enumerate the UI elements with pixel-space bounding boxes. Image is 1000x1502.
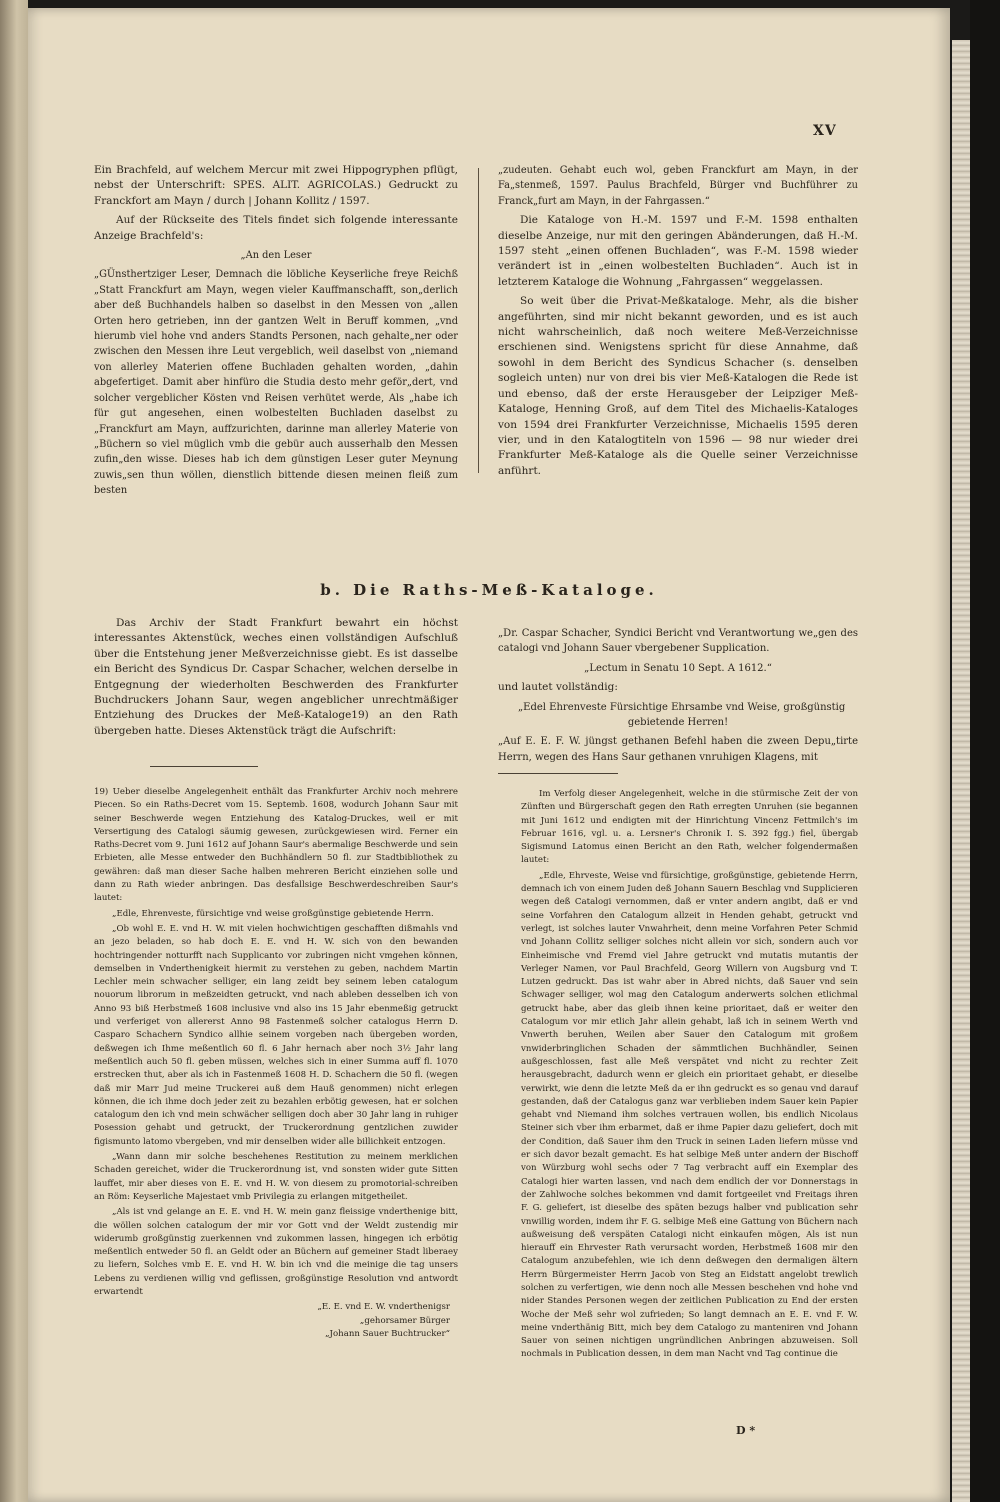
middle-left-column bbox=[94, 616, 458, 743]
column-divider bbox=[478, 168, 479, 473]
footnote-quote: „Als ist vnd gelange an E. E. vnd H. W. mein ganz fleissige vnderthenige bitt, die wöllen solchen catalogum der mir vor Gott vnd der Weldt zustendig mir widerumb großgünstig zuerkennen vnd zukommen lassen, hingegen ich erbötig meßentlich entweder 50 fl. an Geldt oder an Büchern auf gemeiner Stadt liberaey zu liefern, Solches vmb E. E. vnd H. W. bin ich vnd die meinige die tag unsers Lebens zu verdienen willig vnd geflissen, großgünstige Resolution vnd antwordt erwartendt bbox=[94, 1207, 458, 1297]
signature-mark: D * bbox=[736, 1424, 756, 1437]
footnote-quote: „Wann dann mir solche beschehenes Restitution zu meinem merklichen Schaden gereichet, wider die Truckerordnung ist, vnd sonsten wider gute Sitten lauffet, mir aber dieses von E. E. vnd H. W. von diesem zu promotorial-schreiben an Röm: Keyserliche Majestaet vmb Privilegia zu erlangen mitgetheilet. bbox=[94, 1152, 458, 1202]
background-edge bbox=[970, 0, 1000, 1502]
quote-paragraph: „Auf E. E. F. W. jüngst gethanen Befehl haben die zween Depu„tirte Herrn, wegen des Hans Saur gethanen vnruhigen Klagens, mit bbox=[498, 736, 858, 763]
footnote-signature-line: „Johann Sauer Buchtrucker“ bbox=[325, 1328, 450, 1339]
top-left-column bbox=[94, 163, 458, 503]
previous-page-edge bbox=[0, 0, 28, 1502]
page-edge-strip bbox=[952, 40, 970, 1502]
quote-paragraph: „GÜnsthertziger Leser, Demnach die löbliche Keyserliche freye Reichß „Statt Franckfurt am Mayn, wegen vieler Kauffmanschafft, son„derlich aber deß Buchhandels halben so daselbst in den Messen von „allen Orten hero getrieben, inn der gantzen Welt in Beruff kommen, „vnd hierumb viel hohe vnd anders Standts Personen, nach gehalte„ner oder zwischen den Messen ihre Leut vergeblich, weil daselbst von „niemand von allerley Materien offene Buchladen gehalten worden, „dahin abgefertiget. Damit aber hinfüro die Studia desto mehr geför„dert, vnd solcher vergeblicher Kösten vnd Reisen verhütet werde, Als „habe ich für gut angesehen, einen wolbestelten Buchladen daselbst zu „Franckfurt am Mayn, auffzurichten, darinne man allerley Materie von „Büchern so viel müglich vmb die gebür auch ausserhalb den Messen zufin„den wisse. Dieses hab ich dem günstigen Leser guter Meynung zuwis„sen thun wöllen, dienstlich bittende diesen meinen fleiß zum besten bbox=[94, 269, 458, 497]
paragraph: Die Kataloge von H.-M. 1597 und F.-M. 1598 enthalten dieselbe Anzeige, nur mit den geringen Abänderungen, daß H.-M. 1597 steht „einen offenen Buchladen“, was F.-M. 1598 wieder verändert ist in „einen wolbestelten Buchladen“. Auch ist in letzterem Kataloge die Wohnung „Fahrgassen“ weggelassen. bbox=[498, 214, 858, 288]
footnote-rule bbox=[498, 773, 618, 774]
footnote-right bbox=[521, 788, 858, 1364]
quote-paragraph: „zudeuten. Gehabt euch wol, geben Franckfurt am Mayn, in der Fa„stenmeß, 1597. Paulus Brachfeld, Bürger vnd Buchführer zu Franck„furt am Mayn, in der Fahrgassen.“ bbox=[498, 165, 858, 207]
top-right-column bbox=[498, 163, 858, 483]
footnote-signature-line: „gehorsamer Bürger bbox=[359, 1315, 450, 1326]
middle-right-column bbox=[498, 626, 858, 769]
paragraph: Das Archiv der Stadt Frankfurt bewahrt ein höchst interessantes Aktenstück, weches einen vollständigen Aufschluß über die Entstehung jener Meßverzeichnisse giebt. Es ist dasselbe ein Bericht des Syndicus Dr. Caspar Schacher, welchen derselbe in Entgegnung der wiederholten Beschwerden des Frankfurter Buchdruckers Johann Saur, wegen angeblicher unrechtmäßiger Entziehung des Druckes der Meß-Kataloge19) an den Rath übergeben hatte. Dieses Aktenstück trägt die Aufschrift: bbox=[94, 617, 458, 737]
paragraph: Auf der Rückseite des Titels findet sich folgende interessante Anzeige Brachfeld's: bbox=[94, 214, 458, 242]
footnote-quote: „Ob wohl E. E. vnd H. W. mit vielen hochwichtigen geschafften dißmahls vnd an jezo beladen, so hab doch E. E. vnd H. W. sich von den bewanden hochtringender notturfft nach Supplicanto vor zubringen nicht vmgehen können, demselben in Vnderthenigkeit hiermit zu verstehen zu geben, nachdem Martin Lechler mein schwacher selliger, ein lang zeidt bey seinem leben catalogum nouorum librorum in meßzeidten getruckt, vnd nach ableben desselben ich von Anno 93 biß Herbstmeß 1608 inclusive vnd also ins 15 Jahr ebenmeßig getruckt und verferiget von allererst Anno 98 Fastenmeß solcher catalogus Herrn D. Casparo Schachern Syndico allhie seinem vorgeben nach übergeben worden, deßwegen ich Ihme meßentlich 60 fl. 6 Jahr hernach aber noch 3½ Jahr lang meßentlich auch 50 fl. geben müssen, welches sich in einer Summa auff fl. 1070 erstrecken thut, aber als ich in Fastenmeß 1608 H. D. Schachern die 50 fl. (wegen daß mir Marr Jud meine Truckerei auß dem Hauß genommen) nicht erlegen können, die ich ihme doch jeder zeit zu bezahlen erbötig gewesen, hat er solchen catalogum den ich vnd mein schwächer selligen doch aber 30 Jahr lang in ruhiger Posession gehabt und getruckt, der Truckerordnung gentzlichen zuwider figismunto latomo vbergeben, vnd mir denselben wider alle billichkeit entzogen. bbox=[94, 923, 458, 1147]
paragraph: und lautet vollständig: bbox=[498, 681, 618, 694]
document-title: „Dr. Caspar Schacher, Syndici Bericht vnd Verantwortung we„gen des catalogi vnd Johann Sauer vbergebener Supplication. bbox=[498, 628, 858, 655]
book-page bbox=[28, 8, 950, 1502]
document-date: „Lectum in Senatu 10 Sept. A 1612.“ bbox=[584, 662, 772, 674]
page-number: XV bbox=[813, 123, 837, 139]
salutation-continued: gebietende Herren! bbox=[627, 717, 729, 729]
footnote-paragraph: Im Verfolg dieser Angelegenheit, welche in die stürmische Zeit der von Zünften und Bürgerschaft gegen den Rath erregten Unruhen (sie begannen mit Juni 1612 und endigten mit der Hinrichtung Vincenz Fettmilch's im Februar 1616, vgl. u. a. Lersner's Chronik I. S. 392 fgg.) fiel, übergab Sigismund Latomus einen Bericht an den Rath, welcher folgendermaßen lautet: bbox=[521, 789, 858, 866]
paragraph: So weit über die Privat-Meßkataloge. Mehr, als die bisher angeführten, sind mir nicht bekannt geworden, und es ist auch nicht wahrscheinlich, daß noch weitere Meß-Verzeichnisse erschienen sind. Wenigstens spricht für diese Annahme, daß sowohl in dem Bericht des Syndicus Schacher (s. denselben sogleich unten) nur von drei bis vier Meß-Katalogen die Rede ist und ebenso, daß der erste Herausgeber der Leipziger Meß-Kataloge, Henning Groß, auf dem Titel des Michaelis-Kataloges von 1594 drei Frankfurter Verzeichnisse, Michaelis 1595 deren vier, und in den Katalogtiteln von 1596 — 98 nur wieder drei Frankfurter Meß-Kataloge als die Quelle seiner Verzeichnisse anführt. bbox=[498, 295, 858, 477]
quote-heading: „An den Leser bbox=[240, 250, 312, 262]
section-title: b. Die Raths-Meß-Kataloge. bbox=[320, 581, 658, 599]
footnote-signature-line: „E. E. vnd E. W. vnderthenigsr bbox=[317, 1302, 450, 1313]
salutation: „Edel Ehrenveste Fürsichtige Ehrsambe vnd Weise, großgünstig bbox=[518, 701, 846, 713]
footnote-left bbox=[94, 786, 458, 1341]
footnote-quote: „Edle, Ehrveste, Weise vnd fürsichtige, großgünstige, gebietende Herrn, demnach ich von einem Juden deß Johann Sauern Beschlag vnd Supplicieren wegen deß Catalogi vernommen, daß er vnter andern angibt, daß er vnd seine Vorfahren den Catalogum allzeit in Henden gehabt, getruckt vnd verlegt, ist solches lauter Vnwahrheit, denn meine Vorfahren Peter Schmid vnd Johann Collitz selliger solches nicht allein vor sich, sondern auch vor Einheimische vnd Fremd viel Jahre getruckt vnd mutatis mutantis der Verleger Namen, vor Paul Brachfeld, Georg Willern von Augsburg vnd T. Lutzen gedruckt. Das ist wahr aber in Abred nichts, daß Sauer vnd sein Schwager selliger, wol mag den Catalogum anderwerts solchen etlichmal getruckt habe, aber das gleib ihnen keine prioritaet, daß er weiter den Catalogum vor mir etlich Jahr allein gehabt, laß ich in seinem Werth vnd Vnwerth beruhen, Weilen aber Sauer den Catalogum mit großem vnwiderbringlichen Schaden der sämmtlichen Buchhändler, Seinen außgeschlossen, fast alle Meß verspätet vnd nicht zu rechter Zeit herausgebracht, dadurch wenn er gleich ein prioritaet gehabt, er dieselbe verwirkt, wie denn die letzte Meß da er ihn gedruckt es so genau vnd darauf gestanden, daß der Catalogus ganz war verblieben indem Sauer kein Papier gehabt vnd Niemand ihm solches vertrauen wollen, bis endlich Nicolaus Steiner sich vber ihm erbarmet, daß er ihme Papier dazu geliefert, doch mit der Condition, daß Sauer ihm den Truck in seinen Laden liefern müsse vnd er sich davor bezalt gemacht. Es hat selbige Meß unter andern der Bischoff von Würzburg wohl sechs oder 7 Tag verbracht auff ein Exemplar des Catalogi hier warten lassen, vnd nach dem endlich der vor Donnerstags in der Zahlwoche solches bekommen vnd damit fortgeeilet vnd Freitags ihren F. G. geliefert, ist dieselbe des späten bezugs halber vnd publication sehr vnwillig worden, indem ihr F. G. selbige Meß eine Gattung von Büchern nach außweisung deß verspäten Catalogi nicht einkaufen mögen, Als ist nun hierauff ein Ehrvester Rath verursacht worden, Herbstmeß 1608 mir den Catalogum anzubefehlen, wie ich denn deßwegen den dermaligen ältern Herrn Bürgermeister Herrn Jacob von Steg an Eidstatt angelobt trewlich solchen zu verfertigen, wie denn noch alle Messen beschehen vnd hohe vnd nider Standes Personen wegen der zeitlichen Publication zu End der ersten Woche der Meß sehr wol zufrieden; So langt demnach an E. E. vnd F. W. meine vnderthänig Bitt, mich bey dem Catalogo zu manteniren vnd Johann Sauer von seinen nichtigen ungründlichen Anbringen abzuweisen. Soll nochmals in Publication dessen, in dem man Nacht vnd Tag continue die bbox=[521, 870, 858, 1360]
footnote-paragraph: 19) Ueber dieselbe Angelegenheit enthält das Frankfurter Archiv noch mehrere Piecen. So ein Raths-Decret vom 15. Septemb. 1608, wodurch Johann Saur mit seiner Beschwerde wegen Entziehung des Katalog-Druckes, weil er mit Versertigung des Catalogi säumig gewesen, zurückgewiesen wird. Ferner ein Raths-Decret vom 9. Juni 1612 auf Johann Saur's abermalige Beschwerde und sein Erbieten, alle Messe entweder den Buchhändlern 50 fl. zur Stadtbibliothek zu gewähren: daß man dieser Sache halben mehreren Bericht einziehen solle und dann zu Rath wieder anbringen. Das desfallsige Beschwerdeschreiben Saur's lautet: bbox=[94, 787, 458, 904]
footnote-rule bbox=[150, 766, 258, 767]
paragraph: Ein Brachfeld, auf welchem Mercur mit zwei Hippogryphen pflügt, nebst der Unterschrift: SPES. ALIT. AGRICOLAS.) Gedruckt zu Franckfort am Mayn / durch | Johann Kollitz / 1597. bbox=[94, 164, 458, 207]
footnote-quote: „Edle, Ehrenveste, fürsichtige vnd weise großgünstige gebietende Herrn. bbox=[112, 908, 434, 919]
